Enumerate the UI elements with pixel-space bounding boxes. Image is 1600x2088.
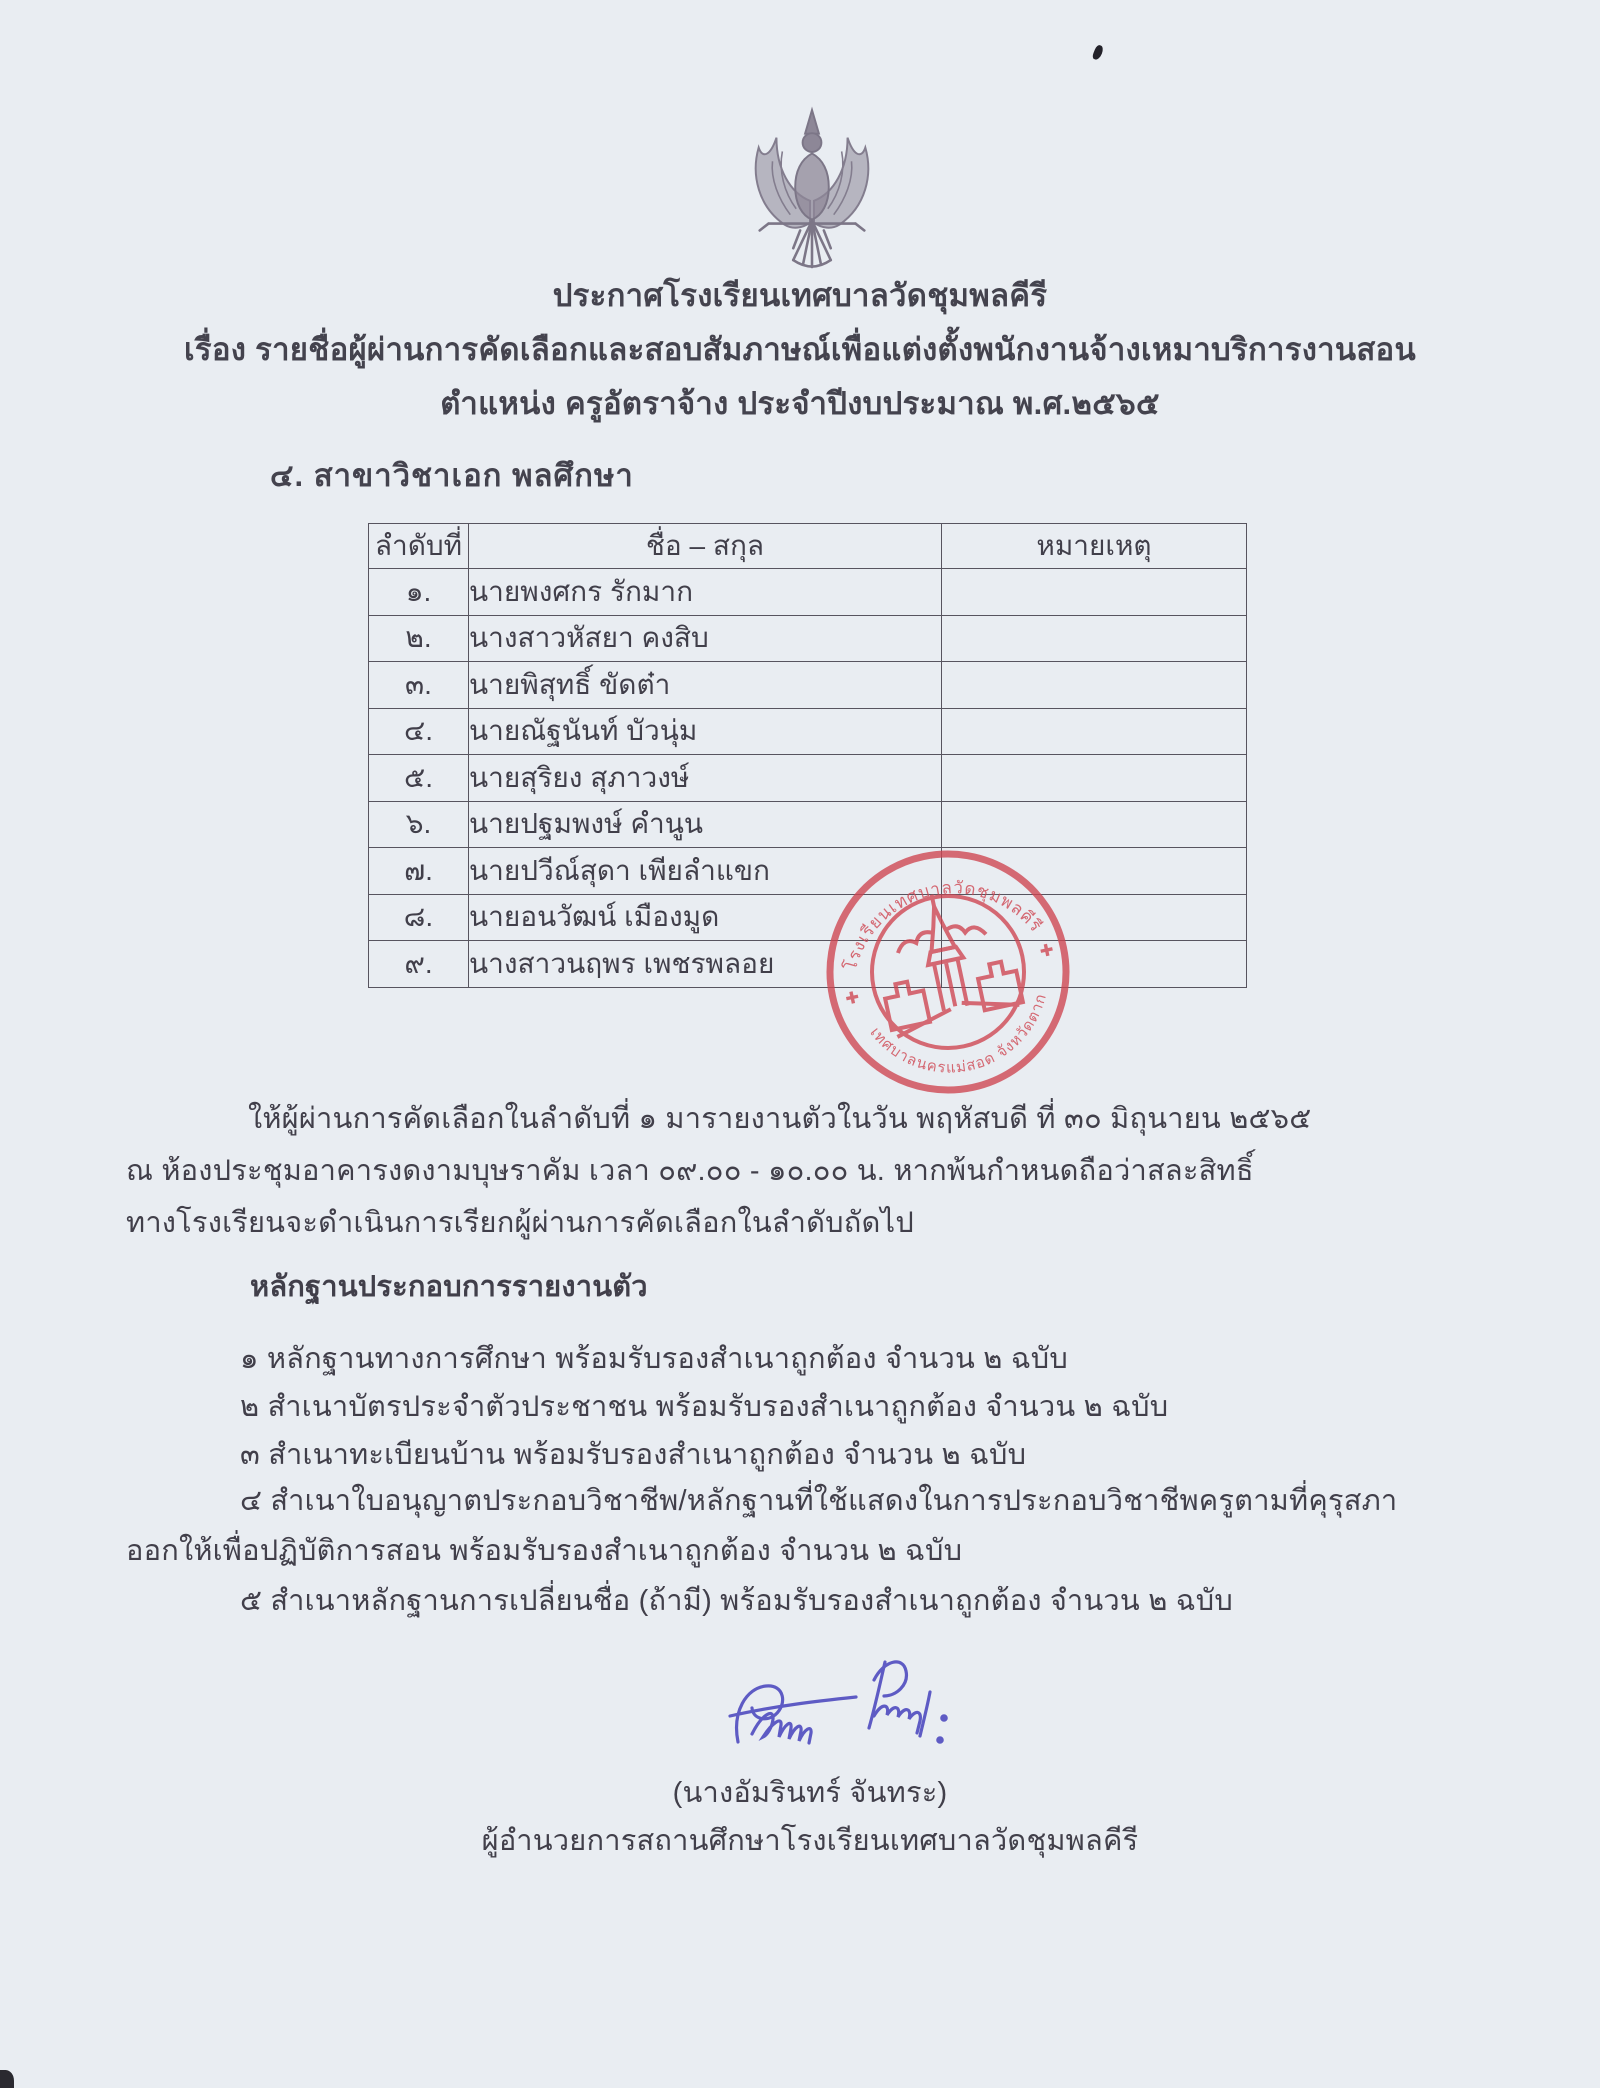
document-subject: เรื่อง รายชื่อผู้ผ่านการคัดเลือกและสอบสัมภาษณ์เพื่อแต่งตั้งพนักงานจ้างเหมาบริการงานสอน xyxy=(184,332,1416,367)
evidence-item-1: ๑ หลักฐานทางการศึกษา พร้อมรับรองสำเนาถูกต้อง จำนวน ๒ ฉบับ xyxy=(240,1343,1068,1375)
row-no: ๖. xyxy=(369,801,469,848)
row-no: ๙. xyxy=(369,941,469,988)
row-remark xyxy=(942,662,1247,709)
row-no: ๕. xyxy=(369,755,469,802)
table-row xyxy=(369,755,1247,802)
row-name: นายอนวัฒน์ เมืองมูด xyxy=(469,894,942,941)
row-name: นายสุริยง สุภาวงษ์ xyxy=(469,755,942,802)
row-name: นายณัฐนันท์ บัวนุ่ม xyxy=(469,708,942,755)
stamp-bottom-text: เทศบาลนครแม่สอด จังหวัดตาก xyxy=(866,991,1050,1077)
row-no: ๑. xyxy=(369,569,469,616)
header-remark: หมายเหตุ xyxy=(942,524,1247,569)
row-no: ๘. xyxy=(369,894,469,941)
garuda-emblem-icon xyxy=(733,104,891,272)
row-no: ๗. xyxy=(369,848,469,895)
report-instruction-line3: ทางโรงเรียนจะดำเนินการเรียกผู้ผ่านการคัดเลือกในลำดับถัดไป xyxy=(126,1207,914,1239)
row-remark xyxy=(942,615,1247,662)
row-name: นางสาวหัสยา คงสิบ xyxy=(469,615,942,662)
evidence-item-4-line2: ออกให้เพื่อปฏิบัติการสอน พร้อมรับรองสำเนาถูกต้อง จำนวน ๒ ฉบับ xyxy=(126,1535,963,1567)
header-name: ชื่อ – สกุล xyxy=(469,524,942,569)
table-header-row xyxy=(369,524,1247,569)
table-row xyxy=(369,615,1247,662)
table-row xyxy=(369,941,1247,988)
row-name: นายปฐมพงษ์ คำนูน xyxy=(469,801,942,848)
scan-corner-mark xyxy=(0,2070,14,2088)
report-instruction-line2: ณ ห้องประชุมอาคารงดงามบุษราคัม เวลา ๐๙.๐๐ - ๑๐.๐๐ น. หากพ้นกำหนดถือว่าสละสิทธิ์ xyxy=(126,1155,1254,1187)
row-remark xyxy=(942,708,1247,755)
header-no: ลำดับที่ xyxy=(369,524,469,569)
section-heading: ๔. สาขาวิชาเอก พลศึกษา xyxy=(270,458,634,493)
document-title: ประกาศโรงเรียนเทศบาลวัดชุมพลคีรี xyxy=(552,278,1048,313)
evidence-item-5: ๕ สำเนาหลักฐานการเปลี่ยนชื่อ (ถ้ามี) พร้อมรับรองสำเนาถูกต้อง จำนวน ๒ ฉบับ xyxy=(240,1585,1233,1617)
table-row xyxy=(369,662,1247,709)
document-position-line: ตำแหน่ง ครูอัตราจ้าง ประจำปีงบประมาณ พ.ศ.๒๕๖๕ xyxy=(440,386,1160,421)
table-row xyxy=(369,801,1247,848)
row-name: นางสาวนฤพร เพชรพลอย xyxy=(469,941,942,988)
evidence-heading: หลักฐานประกอบการรายงานตัว xyxy=(250,1271,648,1303)
row-no: ๓. xyxy=(369,662,469,709)
signer-title: ผู้อำนวยการสถานศึกษาโรงเรียนเทศบาลวัดชุมพลคีรี xyxy=(481,1825,1139,1857)
row-remark xyxy=(942,569,1247,616)
row-name: นายปวีณ์สุดา เพียลำแขก xyxy=(469,848,942,895)
row-no: ๒. xyxy=(369,615,469,662)
report-instruction-line1: ให้ผู้ผ่านการคัดเลือกในลำดับที่ ๑ มารายงานตัวในวัน พฤหัสบดี ที่ ๓๐ มิถุนายน ๒๕๖๕ xyxy=(248,1103,1312,1135)
school-stamp-seal xyxy=(799,823,1098,1122)
stamp-top-text: โรงเรียนเทศบาลวัดชุมพลคีรี xyxy=(840,878,1046,973)
evidence-item-4-line1: ๔ สำเนาใบอนุญาตประกอบวิชาชีพ/หลักฐานที่ใช้แสดงในการประกอบวิชาชีพครูตามที่คุรุสภา xyxy=(240,1485,1398,1517)
director-signature-ink xyxy=(722,1652,982,1772)
row-name: นายพิสุทธิ์ ขัดต๋า xyxy=(469,662,942,709)
scan-artifact-mark xyxy=(1091,44,1104,61)
row-remark xyxy=(942,755,1247,802)
table-row xyxy=(369,569,1247,616)
evidence-item-2: ๒ สำเนาบัตรประจำตัวประชาชน พร้อมรับรองสำเนาถูกต้อง จำนวน ๒ ฉบับ xyxy=(240,1391,1169,1423)
row-no: ๔. xyxy=(369,708,469,755)
row-name: นายพงศกร รักมาก xyxy=(469,569,942,616)
table-row xyxy=(369,708,1247,755)
signer-name: (นางอัมรินทร์ จันทระ) xyxy=(672,1777,948,1809)
evidence-item-3: ๓ สำเนาทะเบียนบ้าน พร้อมรับรองสำเนาถูกต้อง จำนวน ๒ ฉบับ xyxy=(240,1439,1027,1471)
